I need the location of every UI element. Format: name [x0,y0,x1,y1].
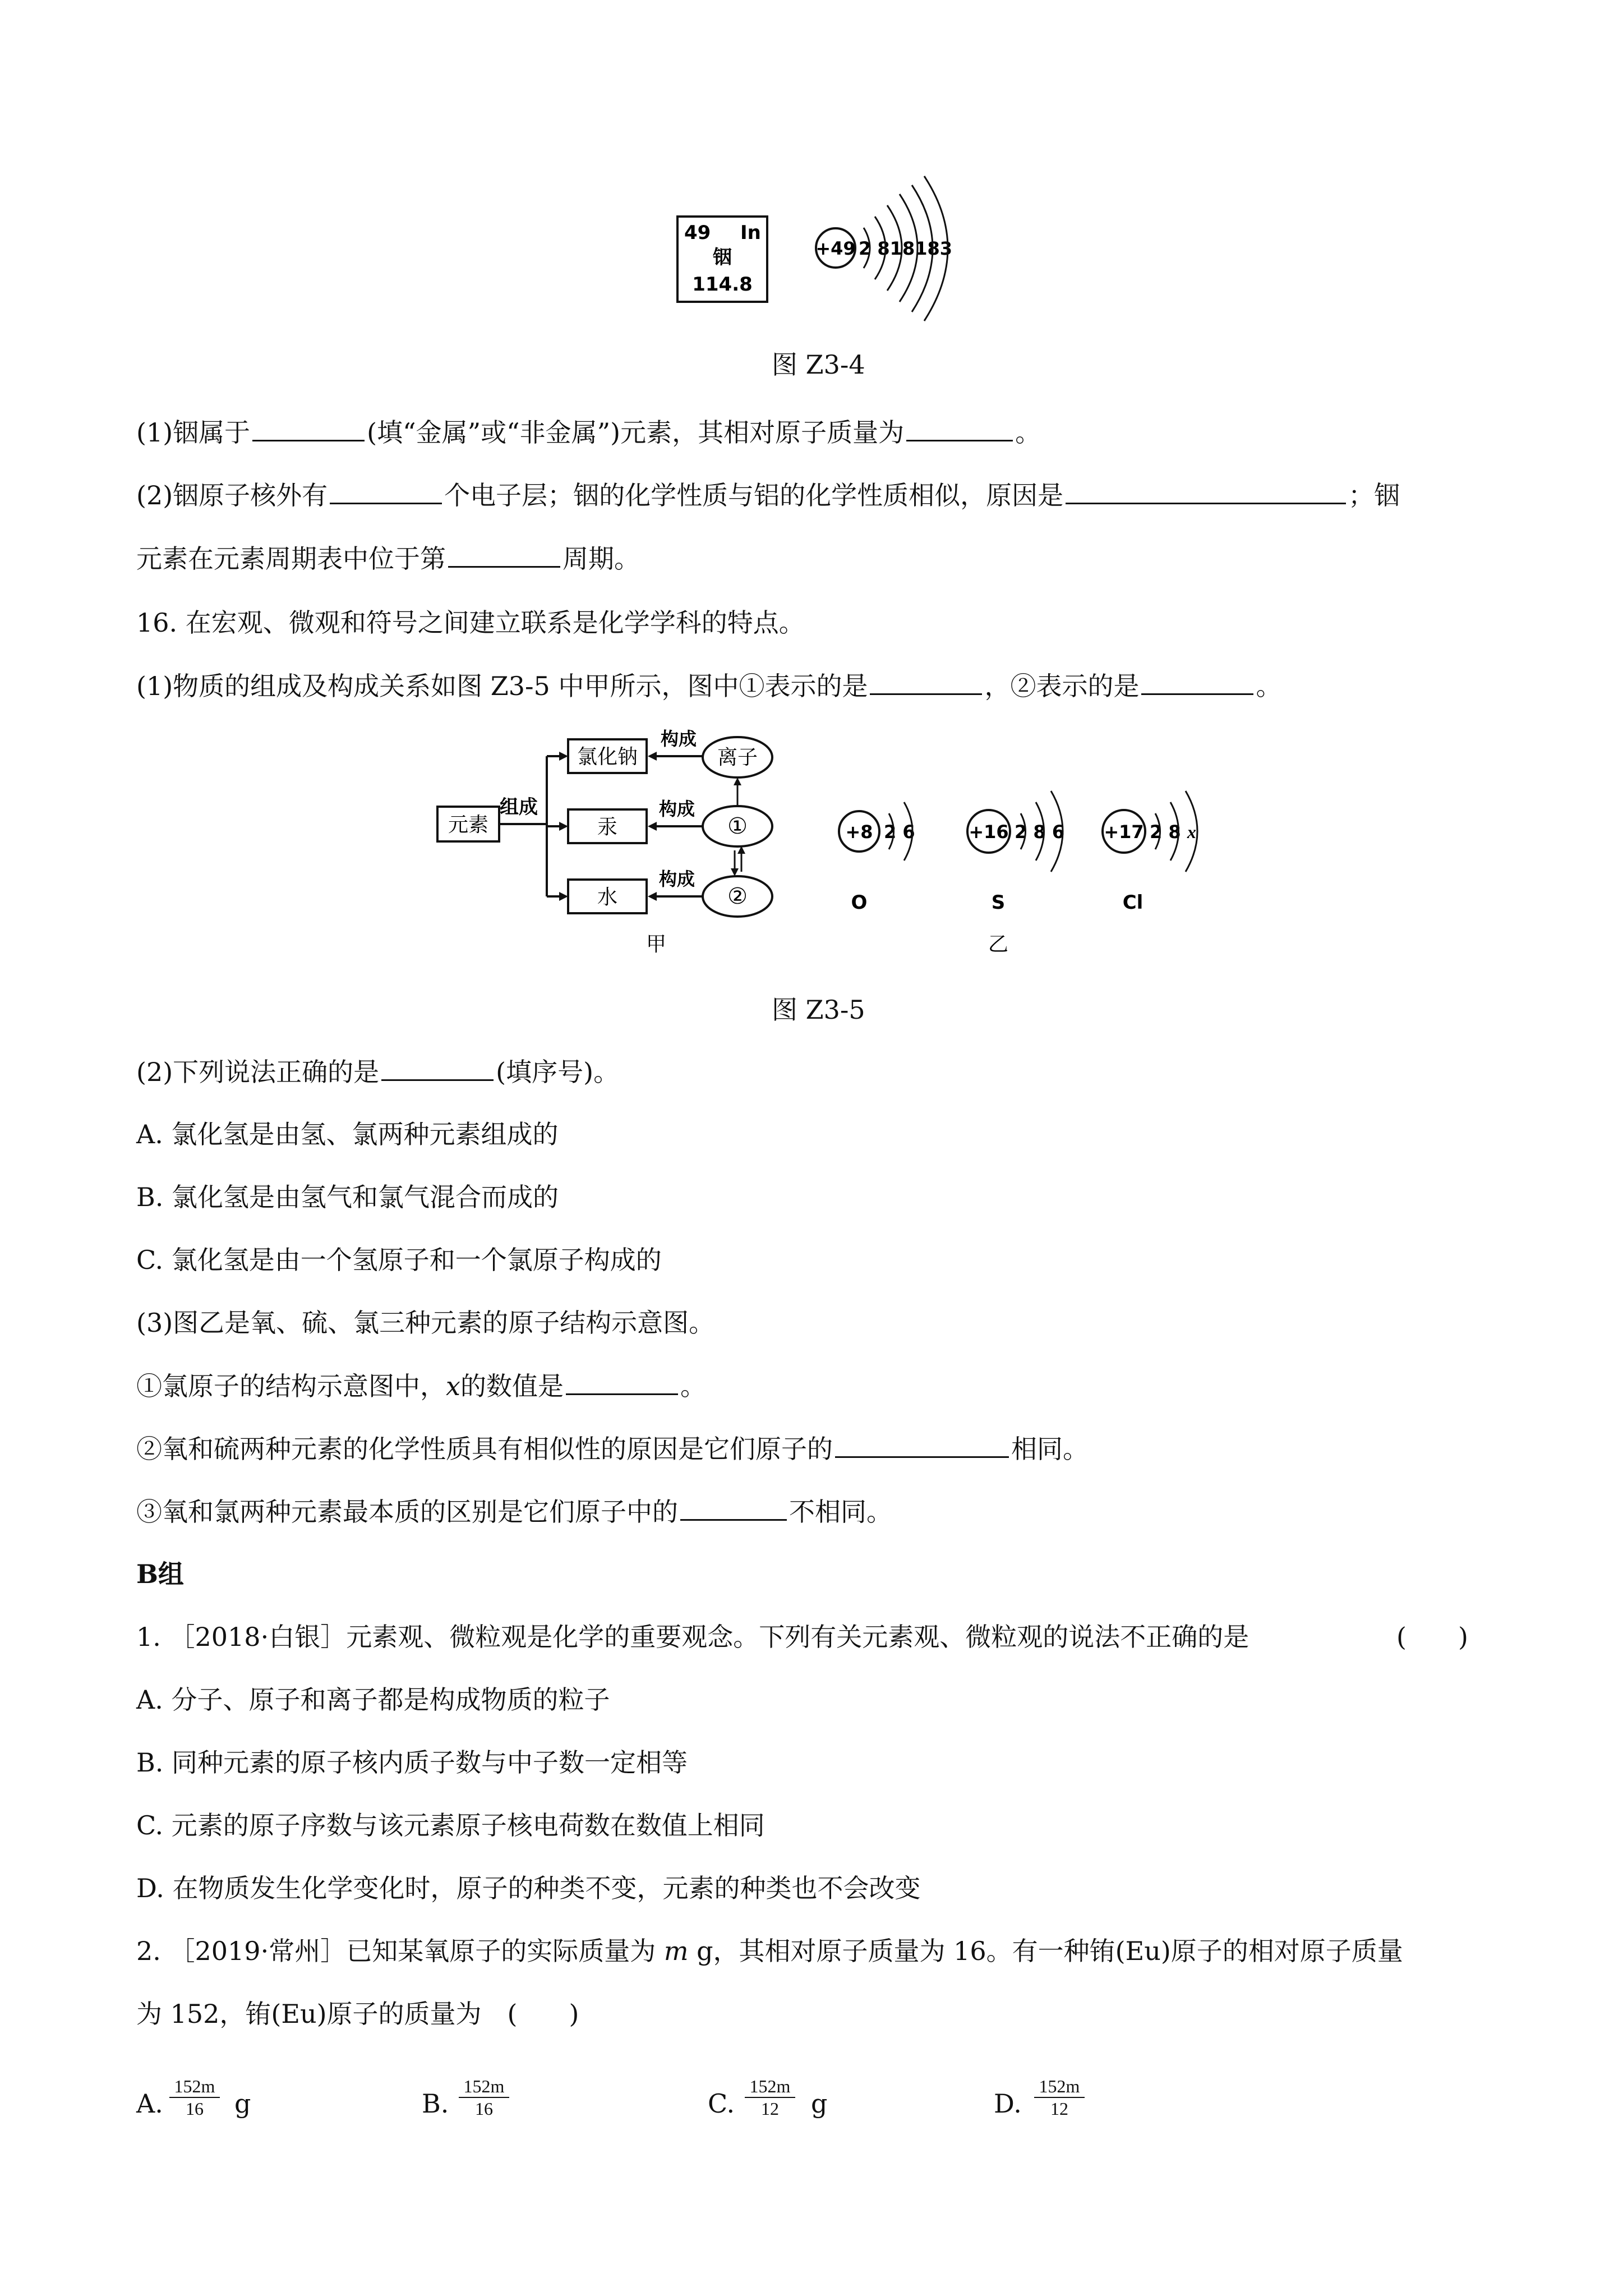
b-q2-text-b: g，其相对原子质量为 16。有一种铕(Eu)原子的相对原子质量 [697,1936,1403,1966]
q15-part2 [136,478,1400,512]
relative-mass: 114.8 [692,273,753,296]
q16-sub2 [136,1432,1089,1466]
group-b-title: B组 [136,1559,184,1589]
b-q1-option-d: D. 在物质发生化学变化时，原子的种类不变，元素的种类也不会改变 [136,1873,921,1903]
arrowhead [559,752,568,761]
q16-part1 [136,669,1281,703]
answer-blank [330,478,442,504]
chlorine-charge: +17 [1104,821,1144,843]
q15-part1 [136,415,1041,449]
q15-part1-text-a: (1)铟属于 [136,417,251,448]
figure-z3-5 [432,724,1228,970]
q15-part1-text-c: 。 [1015,417,1041,448]
b-q1-stem [136,1620,1249,1654]
label-circle1: ① [727,813,748,839]
q15-part2-text-b: 个电子层；铟的化学性质与铝的化学性质相似，原因是 [444,480,1064,510]
sulfur-charge: +16 [969,821,1009,843]
b-q2-text-a: 2. ［2019·常州］已知某氧原子的实际质量为 [136,1936,656,1966]
q15-part2-text-d: 元素在元素周期表中位于第 [136,544,446,574]
element-name: 铟 [713,246,732,269]
q16-part2-text-a: (2)下列说法正确的是 [136,1057,380,1087]
q16-option-c: C. 氯化氢是由一个氢原子和一个氯原子构成的 [136,1245,662,1275]
element-symbol: In [740,222,761,244]
b-q2-option-c-fraction [745,2076,795,2119]
b-q2-option-c-unit: g [811,2088,828,2119]
q15-part2-text-a: (2)铟原子核外有 [136,480,328,510]
label-circle2: ② [727,884,748,909]
fraction-numerator: 152m [169,2076,220,2098]
label-jia: 甲 [645,933,667,956]
b-q1-option-b: B. 同种元素的原子核内质子数与中子数一定相等 [136,1747,688,1778]
q16-stem: 16. 在宏观、微观和符号之间建立联系是化学学科的特点。 [136,608,805,638]
oxygen-label: O [851,891,868,914]
fraction-numerator: 152m [745,2076,795,2098]
b-q2-option-a-fraction [169,2076,220,2119]
answer-blank [566,1369,678,1395]
figure-z3-4 [667,163,981,331]
label-construct-1: 构成 [660,728,697,749]
b-q2-option-b-label: B. [422,2088,449,2119]
figure-caption-z3-5: 图 Z3-5 [772,995,865,1025]
answer-blank [1066,478,1346,504]
b-q2-option-a-unit: g [234,2088,251,2119]
arrowhead [559,822,568,831]
q15-part2-text-c: ；铟 [1348,480,1400,510]
answer-blank [680,1494,787,1521]
fraction-numerator: 152m [1034,2076,1085,2098]
q16-sub1-text-c: 。 [680,1371,706,1401]
fraction-denominator: 12 [761,2099,779,2119]
figure-caption-z3-4: 图 Z3-4 [772,349,865,380]
q16-option-b: B. 氯化氢是由氢气和氯气混合而成的 [136,1182,559,1212]
label-construct-3: 构成 [658,868,695,890]
arrowhead [648,822,657,831]
q16-part2-text-b: (填序号)。 [496,1057,620,1087]
fraction-numerator: 152m [459,2076,509,2098]
label-construct-2: 构成 [658,798,695,820]
label-nacl: 氯化钠 [577,746,638,769]
fraction-denominator: 16 [475,2099,493,2119]
arrowhead [559,892,568,901]
b-q1-option-c: C. 元素的原子序数与该元素原子核电荷数在数值上相同 [136,1810,765,1841]
arrowhead [734,777,741,785]
q15-part1-text-b: (填“金属”或“非金属”)元素，其相对原子质量为 [367,417,905,448]
q16-part1-text-a: (1)物质的组成及构成关系如图 Z3-5 中甲所示，图中①表示的是 [136,671,868,701]
q16-sub2-text-b: 相同。 [1011,1434,1089,1464]
q15-part2-text-e: 周期。 [562,544,640,574]
answer-blank [1141,669,1253,695]
q16-option-a: A. 氯化氢是由氢、氯两种元素组成的 [136,1119,559,1149]
answer-blank [252,415,365,441]
q16-sub1-text-a: ①氯原子的结构示意图中， [136,1371,446,1401]
q16-sub1-text-b: 的数值是 [460,1371,564,1401]
b-q2-option-d-fraction [1034,2076,1085,2119]
label-compose: 组成 [500,796,538,818]
answer-blank [835,1432,1009,1458]
oxygen-charge: +8 [845,821,873,843]
q15-part2-cont [136,541,640,576]
b-q2-option-d-label: D. [994,2088,1022,2119]
q16-part1-text-c: 。 [1256,671,1282,701]
b-q1-option-a: A. 分子、原子和离子都是构成物质的粒子 [136,1685,610,1715]
q16-sub3-text-b: 不相同。 [789,1497,892,1527]
b-q2-option-c-label: C. [708,2088,735,2119]
q16-sub1 [136,1369,706,1403]
answer-blank [870,669,982,695]
sulfur-electrons: 2 8 6 [1015,821,1065,843]
chlorine-x: x [1187,822,1196,842]
b-q1-stem-text: 1. ［2018·白银］元素观、微粒观是化学的重要观念。下列有关元素观、微粒观的说法不正确的是 [136,1622,1249,1652]
electron-shells: 2 818183 [859,238,952,259]
oxygen-electrons: 2 6 [884,821,915,843]
arrowhead [648,892,657,901]
label-element: 元素 [448,813,489,836]
q16-sub3-text-a: ③氧和氯两种元素最本质的区别是它们原子中的 [136,1497,678,1527]
atomic-number: 49 [684,222,711,244]
chlorine-label: Cl [1122,891,1144,914]
nucleus-charge: +49 [815,238,856,259]
answer-blank [448,541,560,568]
sulfur-label: S [991,891,1006,914]
label-water: 水 [597,886,618,909]
variable-x: x [446,1371,460,1401]
fraction-denominator: 12 [1050,2099,1068,2119]
q16-part2 [136,1055,619,1089]
chlorine-electrons-known: 2 8 [1150,821,1181,843]
q16-sub3 [136,1494,892,1529]
q16-part1-text-b: ，②表示的是 [984,671,1140,701]
b-q1-paren: ( ) [1396,1622,1468,1652]
answer-blank [381,1055,494,1081]
label-mercury: 汞 [597,816,618,839]
b-q2-option-a-label: A. [136,2088,163,2119]
arrowhead [731,868,739,876]
b-q2-option-b-fraction [459,2076,509,2119]
variable-m: m [663,1936,689,1966]
chlorine-electrons [1150,821,1196,843]
label-ion: 离子 [717,746,758,769]
label-yi: 乙 [988,933,1009,956]
fraction-denominator: 16 [186,2099,204,2119]
b-q2-stem [136,1934,1403,1968]
q16-sub2-text-a: ②氧和硫两种元素的化学性质具有相似性的原因是它们原子的 [136,1434,833,1464]
b-q2-stem-cont: 为 152，铕(Eu)原子的质量为 ( ) [136,1999,579,2029]
arrowhead [648,752,657,761]
answer-blank [906,415,1013,441]
q16-part3: (3)图乙是氧、硫、氯三种元素的原子结构示意图。 [136,1308,715,1338]
